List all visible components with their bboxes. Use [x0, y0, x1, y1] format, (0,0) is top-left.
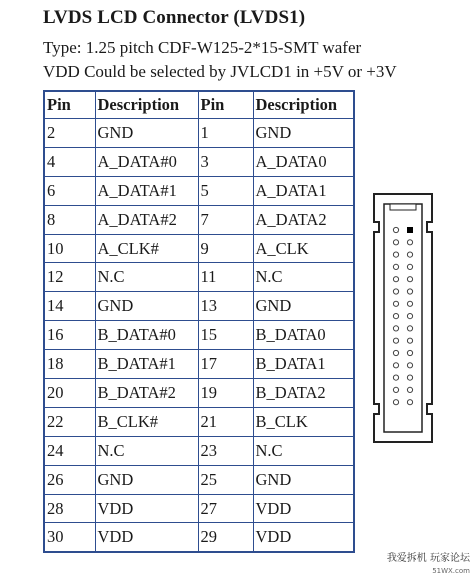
description-odd-cell: B_DATA0 [253, 321, 354, 350]
connector-pin [393, 227, 398, 232]
description-odd-cell: A_DATA0 [253, 147, 354, 176]
connector-housing [374, 194, 432, 442]
pin-odd-cell: 27 [198, 494, 253, 523]
watermark-text: 我爱拆机 玩家论坛 [386, 553, 470, 564]
table-row [44, 147, 354, 176]
table-row [44, 407, 354, 436]
table-row [44, 176, 354, 205]
description-even-cell: A_DATA#0 [95, 147, 198, 176]
connector-pin [407, 301, 412, 306]
table-row [44, 379, 354, 408]
table-row [44, 263, 354, 292]
table-row [44, 119, 354, 148]
connector-pin [393, 363, 398, 368]
description-even-cell: A_CLK# [95, 234, 198, 263]
table-row [44, 350, 354, 379]
pin-even-cell: 20 [44, 379, 95, 408]
pin-odd-cell: 19 [198, 379, 253, 408]
table-row [44, 465, 354, 494]
connector-pin [407, 264, 412, 269]
pin-odd-cell: 17 [198, 350, 253, 379]
description-even-cell: N.C [95, 436, 198, 465]
watermark [387, 553, 470, 577]
connector-pin [407, 387, 412, 392]
pin-even-cell: 4 [44, 147, 95, 176]
description-even-cell: N.C [95, 263, 198, 292]
pin-even-cell: 14 [44, 292, 95, 321]
pin-odd-cell: 5 [198, 176, 253, 205]
connector-pin [393, 264, 398, 269]
connector-diagram [370, 192, 436, 444]
description-even-cell: GND [95, 292, 198, 321]
description-odd-cell: B_DATA1 [253, 350, 354, 379]
pin-odd-cell: 13 [198, 292, 253, 321]
table-row [44, 321, 354, 350]
description-even-cell: B_CLK# [95, 407, 198, 436]
connector-pin [393, 387, 398, 392]
description-odd-cell: VDD [253, 523, 354, 552]
table-row [44, 205, 354, 234]
pin-even-cell: 22 [44, 407, 95, 436]
page-title: LVDS LCD Connector (LVDS1) [43, 7, 306, 28]
connector-pin [407, 326, 412, 331]
connector-pin [407, 277, 412, 282]
pin-even-cell: 28 [44, 494, 95, 523]
table-row [44, 234, 354, 263]
description-odd-cell: N.C [253, 436, 354, 465]
pin-even-cell: 24 [44, 436, 95, 465]
connector-pin [393, 240, 398, 245]
pin-even-cell: 18 [44, 350, 95, 379]
description-even-cell: B_DATA#0 [95, 321, 198, 350]
pin-odd-cell: 25 [198, 465, 253, 494]
connector-pin [407, 363, 412, 368]
pin-even-cell: 16 [44, 321, 95, 350]
connector-pin [393, 375, 398, 380]
description-odd-cell: GND [253, 292, 354, 321]
description-even-cell: GND [95, 119, 198, 148]
pin-odd-cell: 7 [198, 205, 253, 234]
connector-pin [393, 301, 398, 306]
connector-pin [407, 240, 412, 245]
connector-pin [393, 326, 398, 331]
connector-pin [407, 338, 412, 343]
pinout-table [43, 90, 355, 553]
header-pin-odd: Pin [198, 91, 253, 119]
connector-pin [407, 375, 412, 380]
table-row [44, 292, 354, 321]
pin-even-cell: 6 [44, 176, 95, 205]
vdd-note-text: VDD Could be selected by JVLCD1 in +5V or +3V [43, 62, 397, 81]
pin-odd-cell: 11 [198, 263, 253, 292]
pin-even-cell: 26 [44, 465, 95, 494]
pin-even-cell: 30 [44, 523, 95, 552]
connector-pin [407, 350, 412, 355]
pin-odd-cell: 15 [198, 321, 253, 350]
pin-odd-cell: 3 [198, 147, 253, 176]
table-header [44, 91, 354, 119]
pin-even-cell: 8 [44, 205, 95, 234]
description-even-cell: A_DATA#2 [95, 205, 198, 234]
pin-even-cell: 10 [44, 234, 95, 263]
connector-pin [407, 400, 412, 405]
pin-odd-cell: 21 [198, 407, 253, 436]
connector-pin [407, 252, 412, 257]
pin-odd-cell: 1 [198, 119, 253, 148]
description-even-cell: B_DATA#2 [95, 379, 198, 408]
header-description-even: Description [95, 91, 198, 119]
description-even-cell: A_DATA#1 [95, 176, 198, 205]
pin-odd-cell: 23 [198, 436, 253, 465]
description-even-cell: B_DATA#1 [95, 350, 198, 379]
connector-pin [393, 338, 398, 343]
connector-pin [393, 314, 398, 319]
table-header-row [44, 91, 354, 119]
connector-pin [393, 277, 398, 282]
connector-key [390, 204, 416, 210]
description-odd-cell: B_DATA2 [253, 379, 354, 408]
description-odd-cell: N.C [253, 263, 354, 292]
header-pin-even: Pin [44, 91, 95, 119]
description-odd-cell: A_CLK [253, 234, 354, 263]
connector-pin [393, 350, 398, 355]
pin-even-cell: 2 [44, 119, 95, 148]
description-odd-cell: GND [253, 119, 354, 148]
pin-odd-cell: 9 [198, 234, 253, 263]
pin-even-cell: 12 [44, 263, 95, 292]
connector-outline [374, 194, 432, 442]
description-odd-cell: A_DATA1 [253, 176, 354, 205]
description-even-cell: VDD [95, 523, 198, 552]
table-row [44, 523, 354, 552]
description-odd-cell: A_DATA2 [253, 205, 354, 234]
connector-cavity [384, 204, 422, 432]
pin-odd-cell: 29 [198, 523, 253, 552]
description-odd-cell: B_CLK [253, 407, 354, 436]
connector-pin [393, 400, 398, 405]
pin1-marker [407, 227, 413, 233]
header-description-odd: Description [253, 91, 354, 119]
table-row [44, 436, 354, 465]
connector-pins [393, 227, 413, 405]
connector-pin [407, 314, 412, 319]
description-even-cell: GND [95, 465, 198, 494]
connector-pin [393, 252, 398, 257]
description-odd-cell: VDD [253, 494, 354, 523]
watermark-site: 51WX.com [432, 567, 470, 575]
description-even-cell: VDD [95, 494, 198, 523]
table-body [44, 119, 354, 553]
table-row [44, 494, 354, 523]
connector-type-text: Type: 1.25 pitch CDF-W125-2*15-SMT wafer [43, 38, 362, 57]
connector-pin [407, 289, 412, 294]
connector-pin [393, 289, 398, 294]
description-odd-cell: GND [253, 465, 354, 494]
